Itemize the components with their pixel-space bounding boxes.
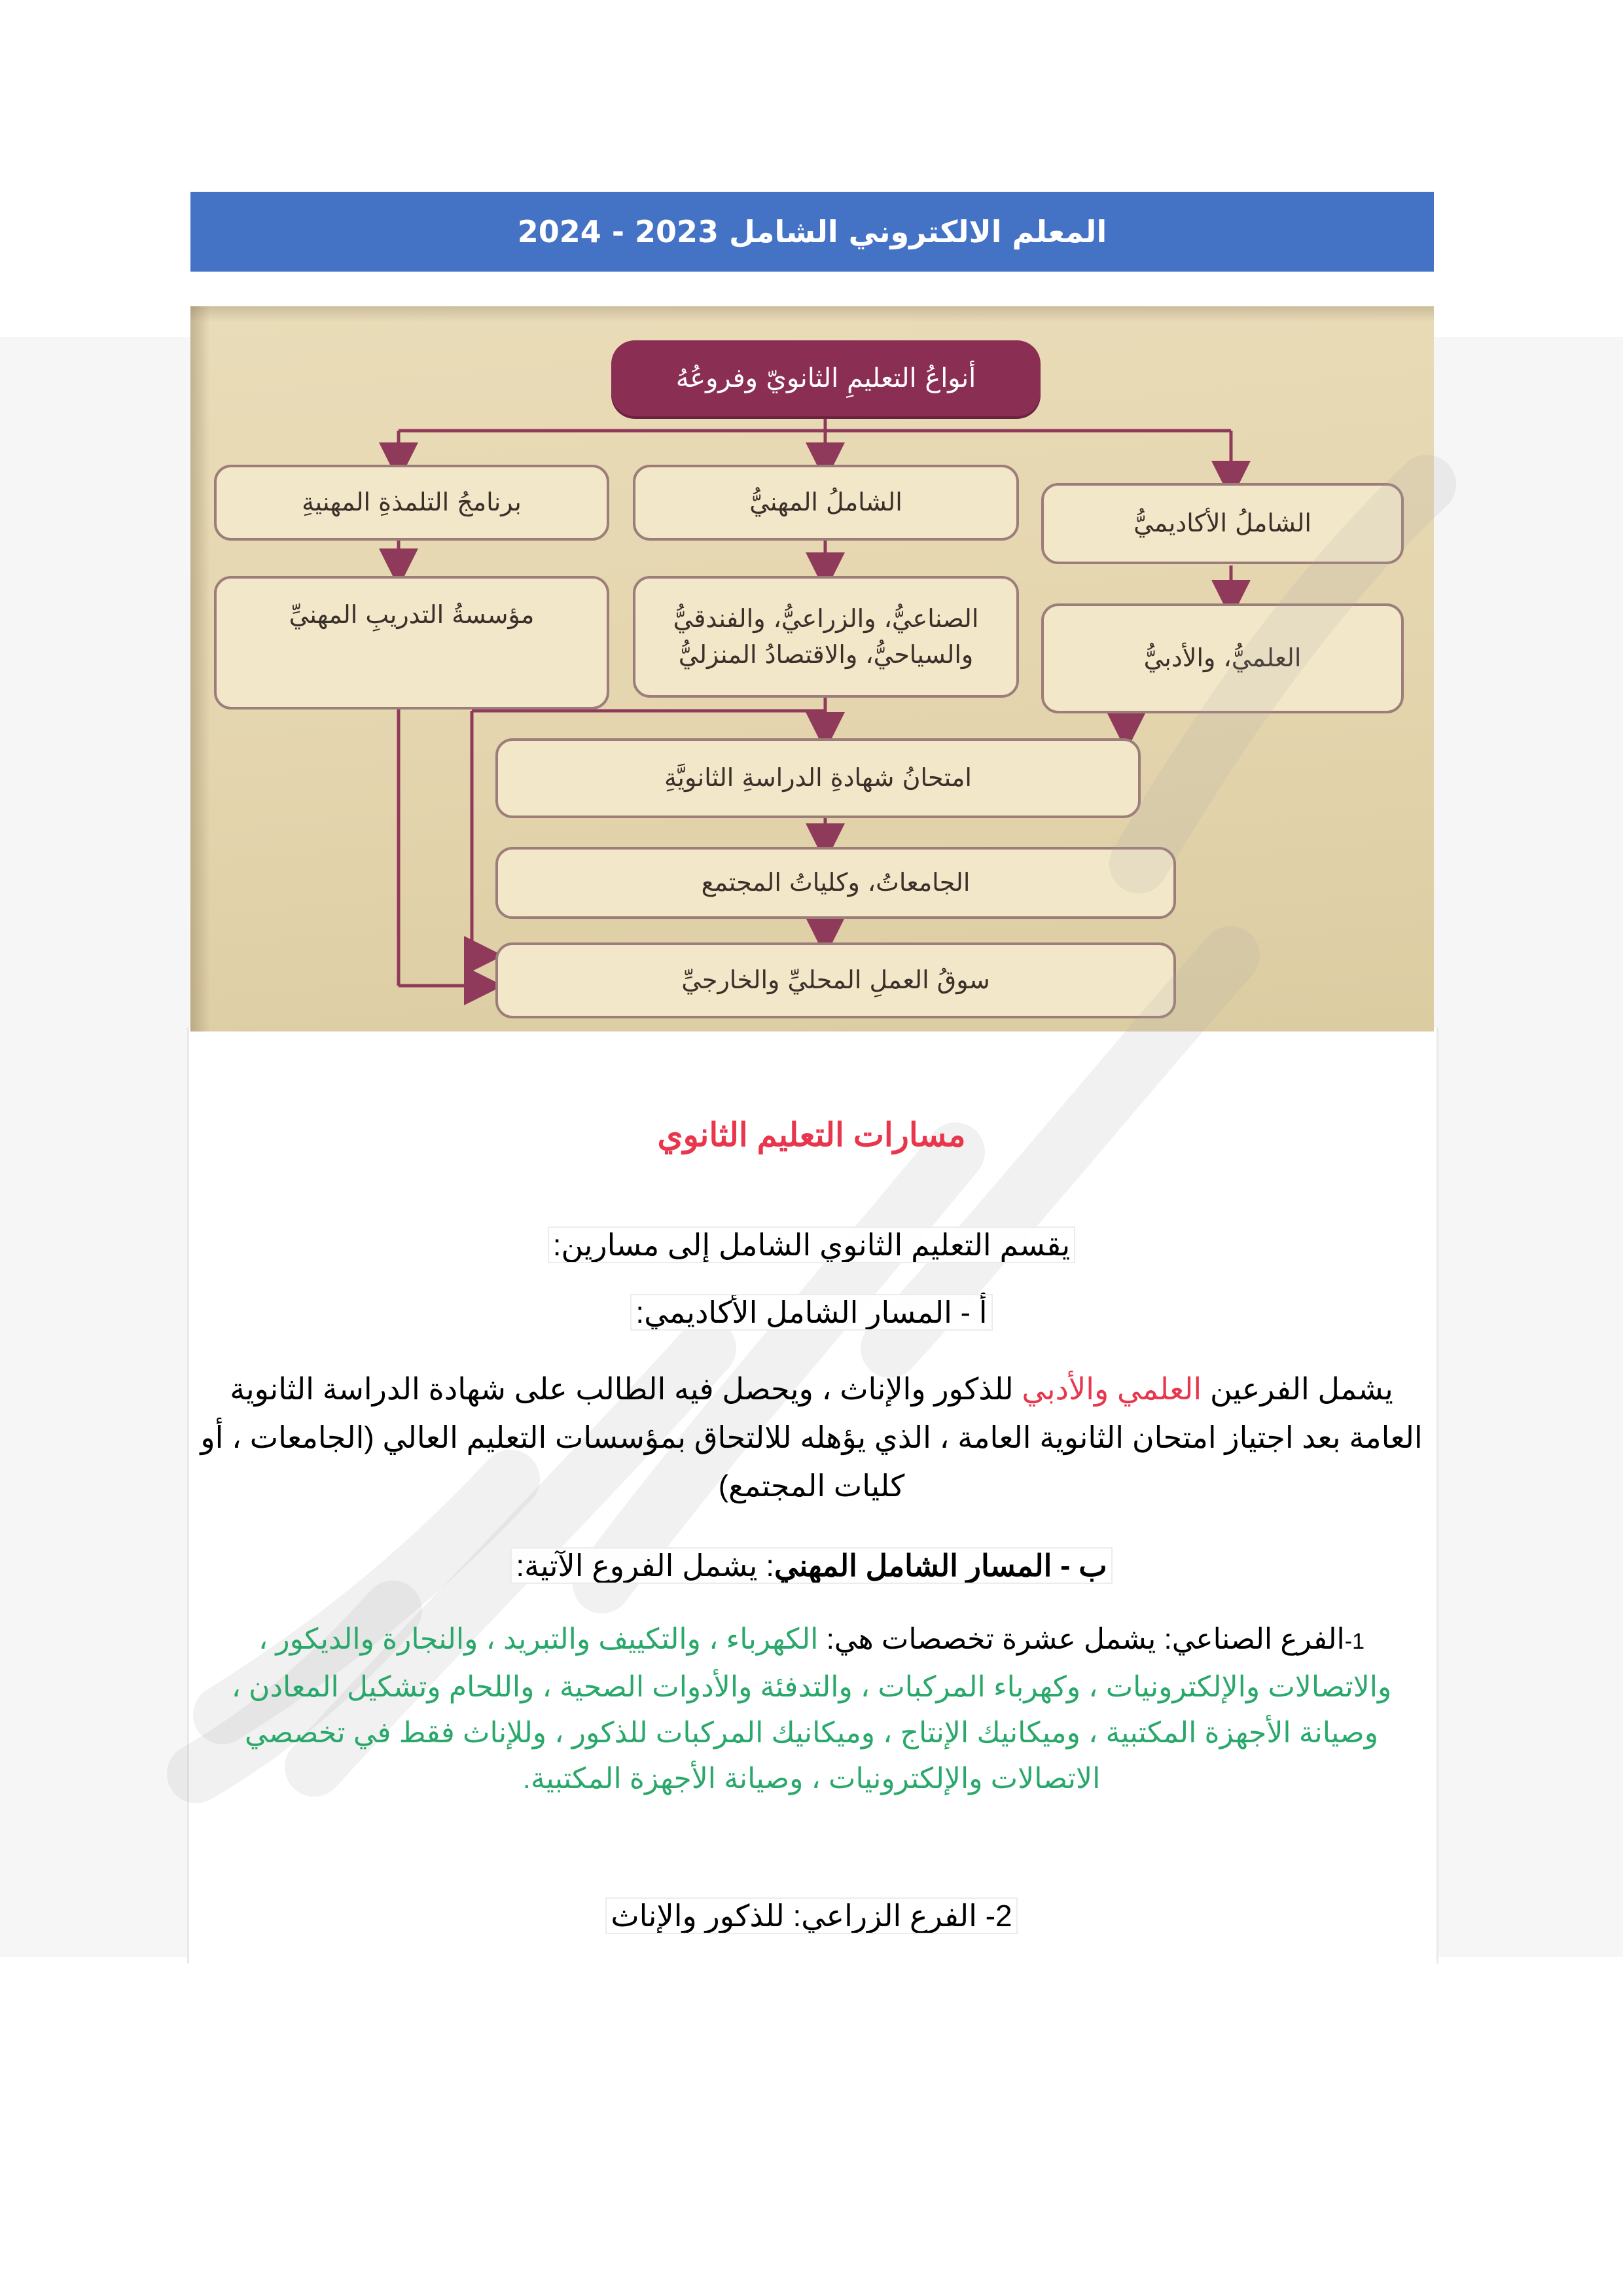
diagram-photo [190, 306, 1434, 1031]
box-labor-market: سوقُ العملِ المحليِّ والخارجيِّ [495, 942, 1176, 1018]
box-exam: امتحانُ شهادةِ الدراسةِ الثانويَّةِ [495, 738, 1141, 818]
academic-p-highlight: العلمي والأدبي [1022, 1372, 1202, 1406]
box-academic-branches: العلميُّ، والأدبيُّ [1041, 603, 1404, 713]
industrial-list: الكهرباء ، والتكييف والتبريد ، والنجارة والديكور ، والاتصالات والإلكترونيات ، وكهرباء المركبات ، والتدفئة والأدوات الصحية ، واللحام وتشكيل المعادن ، وصيانة الأجهزة المكتبية ، وميكانيك الإنتاج ، وميكانيك المركبات للذكور ، وللإناث فقط في تخصصي الاتصالات والإلكترونيات ، وصيانة الأجهزة المكتبية. [231, 1623, 1392, 1795]
diagram-title: أنواعُ التعليمِ الثانويّ وفروعُهُ [611, 340, 1041, 416]
column-divider [187, 1028, 189, 1964]
intro-text [196, 1227, 1427, 1263]
vocational-branches-line2: والسياحيُّ، والاقتصادُ المنزليُّ [678, 640, 974, 669]
box-universities: الجامعاتُ، وكلياتُ المجتمع [495, 847, 1176, 919]
page-header: المعلم الالكتروني الشامل 2023 - 2024 [190, 192, 1434, 272]
vocational-heading-rest: : يشمل الفروع الآتية: [516, 1549, 775, 1583]
agri-line [196, 1898, 1427, 1933]
vocational-heading [196, 1548, 1427, 1583]
vocational-heading-bold: ب - المسار الشامل المهني [774, 1549, 1107, 1583]
academic-paragraph [196, 1365, 1427, 1510]
industrial-paragraph [196, 1617, 1427, 1802]
agri-text: 2- الفرع الزراعي: للذكور والإناث [607, 1899, 1016, 1933]
industrial-num: 1- [1344, 1629, 1364, 1654]
intro-line: يقسم التعليم الثانوي الشامل إلى مسارين: [549, 1228, 1074, 1262]
column-divider [1436, 1028, 1438, 1964]
academic-p-start: يشمل الفرعين [1202, 1372, 1393, 1406]
vocational-branches-line1: الصناعيُّ، والزراعيُّ، والفندقيُّ [673, 603, 979, 633]
box-vocational-branches [633, 576, 1019, 698]
box-vocational: الشاملُ المهنيُّ [633, 465, 1019, 541]
box-academic: الشاملُ الأكاديميُّ [1041, 483, 1404, 564]
box-apprentice-branch: مؤسسةُ التدريبِ المهنيِّ [214, 576, 609, 709]
section-title: مسارات التعليم الثانوي [657, 1117, 966, 1153]
box-apprentice: برنامجُ التلمذةِ المهنيةِ [214, 465, 609, 541]
academic-heading-text: أ - المسار الشامل الأكاديمي: [632, 1295, 991, 1329]
academic-heading [196, 1295, 1427, 1330]
academic-p-rest: للذكور والإناث ، ويحصل فيه الطالب على شهادة الدراسة الثانوية العامة بعد اجتياز امتحان الثانوية العامة ، الذي يؤهله للالتحاق بمؤسسات التعليم العالي (الجامعات ، أو كليات المجتمع) [200, 1372, 1423, 1503]
industrial-label: الفرع الصناعي: يشمل عشرة تخصصات هي: [818, 1623, 1345, 1655]
